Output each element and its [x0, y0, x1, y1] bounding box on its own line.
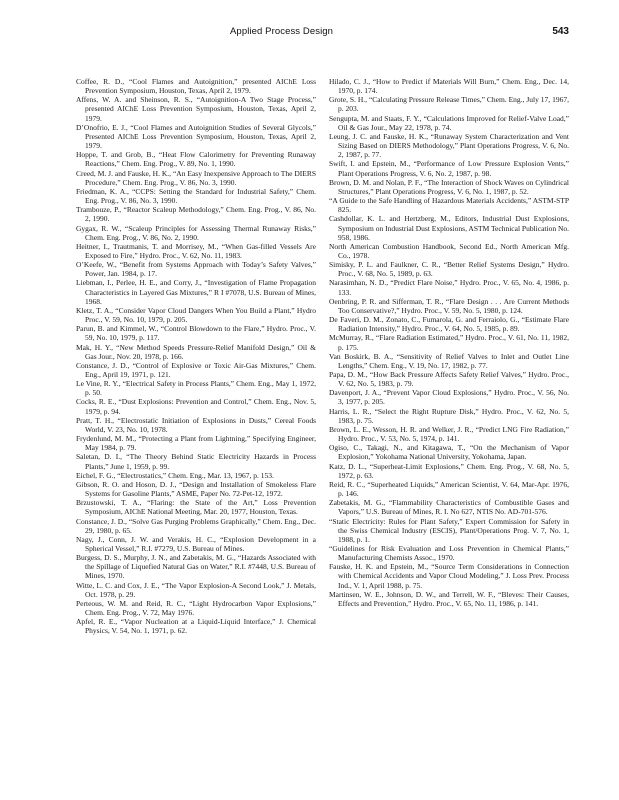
reference-entry: Sengupta, M. and Staats, F. Y., “Calculations Improved for Relief-Valve Load,” Oil & Gas Jour., May 22, 1978, p. 74.	[329, 113, 569, 132]
reference-entry: “A Guide to the Safe Handling of Hazardous Materials Accidents,” ASTM-STP 825.	[329, 196, 569, 215]
reference-entry: Hoppe, T. and Grob, B., “Heat Flow Calorimetry for Preventing Runaway Reactions,” Chem. Eng. Prog., V. 89, No. 1, 1990.	[76, 150, 316, 169]
reference-entry: “Guidelines for Risk Evaluation and Loss Prevention in Chemical Plants,” Manufacturing Chemists Assoc., 1970.	[329, 543, 569, 563]
reference-entry: Burgess, D. S., Murphy, J. N., and Zabetakis, M. G., “Hazards Associated with the Spillage of Liquefied Natural Gas on Water,” R.I. #7448, U.S. Bureau of Mines, 1970.	[76, 553, 316, 581]
reference-entry: Oenbring, P. R. and Sifferman, T. R., “Flare Design . . . Are Current Methods Too Conservative?,” Hydro. Proc., V. 59, No. 5, 1980, p. 124.	[329, 296, 569, 315]
reference-entry: Mak, H. Y., “New Method Speeds Pressure-Relief Manifold Design,” Oil & Gas Jour., Nov. 20, 1978, p. 166.	[76, 342, 316, 361]
reference-entry: Zabetakis, M. G., “Flammability Characteristics of Combustible Gases and Vapors,” U.S. Bureau of Mines, R. I. No 627, NTIS No. AD-701-576.	[329, 498, 569, 517]
reference-entry: Brown, D. M. and Nolan, P. F., “The Interaction of Shock Waves on Cylindrical Structures,” Plant Operations Progress, V. 6, No. 1, 1987, p. 52.	[329, 177, 569, 196]
reference-entry: Perteous, W. M. and Reid, R. C., “Light Hydrocarbon Vapor Explosions,” Chem. Eng. Prog., V. 72, May 1976.	[76, 598, 316, 618]
reference-entry: Hilado, C. J., “How to Predict if Materials Will Burn,” Chem. Eng., Dec. 14, 1970, p. 174.	[329, 77, 569, 96]
running-title: Applied Process Design	[230, 26, 334, 37]
reference-entry: North American Combustion Handbook, Second Ed., North American Mfg. Co., 1978.	[329, 241, 569, 260]
reference-entry: Leung, J. C. and Fauske, H. K., “Runaway System Characterization and Vent Sizing Based on DIERS Methodology,” Plant Operations Progress, V. 6, No. 2, 1987, p. 77.	[329, 131, 569, 160]
reference-entry: Witte, L. C. and Cox, J. E., “The Vapor Explosion-A Second Look,” J. Metals, Oct. 1978, p. 29.	[76, 580, 316, 599]
reference-entry: Constance, J. D., “Control of Explosive or Toxic Air-Gas Mixtures,” Chem. Eng., April 19, 1971, p. 121.	[76, 360, 316, 379]
page-number: 543	[552, 26, 569, 37]
reference-entry: Apfel, R. E., “Vapor Nucleation at a Liquid-Liquid Interface,” J. Chemical Physics, V. 54, No. 1, 1971, p. 62.	[76, 617, 316, 636]
reference-entry: McMurray, R., “Flare Radiation Estimated,” Hydro. Proc., V. 61, No. 11, 1982, p. 175.	[329, 333, 569, 352]
reference-entry: Eichel, F. G., “Electrostatics,” Chem. Eng., Mar. 13, 1967, p. 153.	[76, 470, 274, 480]
reference-entry: Martinsen, W. E., Johnson, D. W., and Terrell, W. F., “Bleves: Their Causes, Effects and Prevention,” Hydro. Proc., V. 65, No. 11, 1986, p. 141.	[329, 589, 569, 608]
reference-entry: Heitner, I., Trautmanis, T. and Morrisey, M., “When Gas-filled Vessels Are Exposed to Fire,” Hydro. Proc., V. 62, No. 11, 1983.	[76, 241, 316, 260]
references-left-column	[76, 77, 316, 636]
reference-entry: Liebman, I., Perlee, H. E., and Corry, J., “Investigation of Flame Propagation Characteristics in Layered Gas Mixtures,” R I #7078, U.S. Bureau of Mines, 1968.	[76, 278, 316, 306]
reference-entry: Brzustowski, T. A., “Flaring: the State of the Art,” Loss Prevention Symposium, AIChE National Meeting, Mar. 20, 1977, Houston, Texas.	[76, 498, 316, 517]
reference-entry: Swift, I. and Epstein, M., “Performance of Low Pressure Explosion Vents,” Plant Operations Progress, V. 6, No. 2, 1987, p. 98.	[329, 159, 569, 178]
reference-entry: Kletz, T. A., “Consider Vapor Cloud Dangers When You Build a Plant,” Hydro Proc., V. 59, No. 10, 1979, p. 205.	[76, 305, 316, 325]
reference-entry: O’Keefe, W., “Benefit from Systems Approach with Today’s Safety Valves,” Power, Jan. 1984, p. 17.	[76, 260, 316, 279]
reference-entry: Gygax, R. W., “Scaleup Principles for Assessing Thermal Runaway Risks,” Chem. Eng. Prog., V. 86, No. 2, 1990.	[76, 223, 316, 242]
reference-entry: Gibson, R. O. and Hoson, D. J., “Design and Installation of Smokeless Flare Systems for Gasoline Plants,” ASME, Paper No. 72-Pet-12, 1972.	[76, 479, 316, 499]
reference-entry: Narasimhan, N. D., “Predict Flare Noise,” Hydro. Proc., V. 65, No. 4, 1986, p. 133.	[329, 278, 569, 297]
reference-entry: “Static Electricity: Rules for Plant Safety,” Expert Commission for Safety in the Swiss Chemical Industry (ESCIS), Plant/Operations Prog. V. 7, No. 1, 1988, p. 1.	[329, 516, 569, 544]
reference-entry: Papa, D. M., “How Back Pressure Affects Safety Relief Valves,” Hydro. Proc., V. 62, No. 5, 1983, p. 79.	[329, 370, 569, 389]
reference-entry: Davenport, J. A., “Prevent Vapor Cloud Explosions,” Hydro. Proc., V. 56, No. 3, 1977, p. 205.	[329, 388, 569, 407]
reference-entry: Constance, J. D., “Solve Gas Purging Problems Graphically,” Chem. Eng., Dec. 29, 1980, p. 65.	[76, 516, 316, 535]
reference-entry: Cashdollar, K. L. and Hertzberg, M., Editors, Industrial Dust Explosions, Symposium on Industrial Dust Explosions, ASTM Technical Publication No. 958, 1986.	[329, 214, 569, 242]
reference-entry: Nagy, J., Conn, J. W. and Verakis, H. C., “Explosion Development in a Spherical Vessel,” R.I. #7279, U.S. Bureau of Mines.	[76, 534, 316, 553]
reference-entry: Creed, M. J. and Fauske, H. K., “An Easy Inexpensive Approach to The DIERS Procedure,” Chem. Eng. Prog., V. 86, No. 3, 1990.	[76, 168, 316, 187]
reference-entry: Affens, W. A. and Sheinson, R. S., “Autoignition-A Two Stage Process,” presented AIChE Loss Prevention Symposium, Houston, Texas, April 2, 1979.	[76, 95, 316, 123]
reference-entry: Grote, S. H., “Calculating Pressure Release Times,” Chem. Eng., July 17, 1967, p. 203.	[329, 95, 569, 114]
reference-entry: Simisky, P. L. and Faulkner, C. R., “Better Relief Systems Design,” Hydro. Proc., V. 68, No. 5, 1989, p. 63.	[329, 260, 569, 279]
reference-entry: Ogiso, C., Takagi, N., and Kitagawa, T., “On the Mechanism of Vapor Explosion,” Yokohama National University, Yokohama, Japan.	[329, 443, 569, 462]
references-right-column	[329, 77, 569, 608]
reference-entry: Katz, D. L., “Superheat-Limit Explosions,” Chem. Eng. Prog., V. 68, No. 5, 1972, p. 63.	[329, 461, 569, 480]
reference-entry: Parun, B. and Kimmel, W., “Control Blowdown to the Flare,” Hydro. Proc., V. 59, No. 10, 1979, p. 117.	[76, 324, 316, 343]
reference-entry: Frydenlund, M. M., “Protecting a Plant from Lightning,” Specifying Engineer, May 1984, p. 79.	[76, 434, 316, 453]
reference-entry: Trambouze, P., “Reactor Scaleup Methodology,” Chem. Eng. Prog., V. 86, No. 2, 1990.	[76, 205, 316, 224]
reference-entry: Friedman, K. A., “CCPS: Setting the Standard for Industrial Safety,” Chem. Eng. Prog., V. 86, No. 3, 1990.	[76, 186, 316, 206]
reference-entry: Coffee, R. D., “Cool Flames and Autoignition,” presented AIChE Loss Prevention Symposium, Houston, Texas, April 2, 1979.	[76, 77, 316, 96]
reference-entry: Harris, L. R., “Select the Right Rupture Disk,” Hydro. Proc., V. 62, No. 5, 1983, p. 75.	[329, 406, 569, 425]
reference-entry: Brown, L. E., Wesson, H. R. and Welker, J. R., “Predict LNG Fire Radiation,” Hydro. Proc., V. 53, No. 5, 1974, p. 141.	[329, 424, 569, 444]
reference-entry: Cocks, R. E., “Dust Explosions: Prevention and Control,” Chem. Eng., Nov. 5, 1979, p. 94.	[76, 397, 316, 416]
reference-entry: Fauske, H. K. and Epstein, M., “Source Term Considerations in Connection with Chemical Accidents and Vapor Cloud Modeling,” J. Loss Prev. Process Ind., V. 1, April 1988, p. 75.	[329, 562, 569, 590]
reference-entry: Van Boskirk, B. A., “Sensitivity of Relief Valves to Inlet and Outlet Line Lengths,” Chem. Eng., V. 19, No. 17, 1982, p. 77.	[329, 351, 569, 370]
reference-entry: De Faveri, D. M., Zonato, C., Fumarola, G. and Ferraiolo, G., “Estimate Flare Radiation Intensity,” Hydro. Proc., V. 64, No. 5, 1985, p. 89.	[329, 315, 569, 334]
reference-entry: Saletan, D. I., “The Theory Behind Static Electricity Hazards in Process Plants,” June 1, 1959, p. 99.	[76, 452, 316, 471]
reference-entry: Pratt, T. H., “Electrostatic Initiation of Explosions in Dusts,” Cereal Foods World, V. 23, No. 10, 1978.	[76, 415, 316, 434]
reference-entry: Reid, R. C., “Superheated Liquids,” American Scientist, V. 64, Mar-Apr. 1976, p. 146.	[329, 479, 569, 499]
reference-entry: Le Vine, R. Y., “Electrical Safety in Process Plants,” Chem. Eng., May 1, 1972, p. 50.	[76, 379, 316, 398]
reference-entry: D’Onofrio, E. J., “Cool Flames and Autoignition Studies of Several Glycols,” Presented AIChE Loss Prevention Symposium, Houston, Texas, April 2, 1979.	[76, 122, 316, 151]
